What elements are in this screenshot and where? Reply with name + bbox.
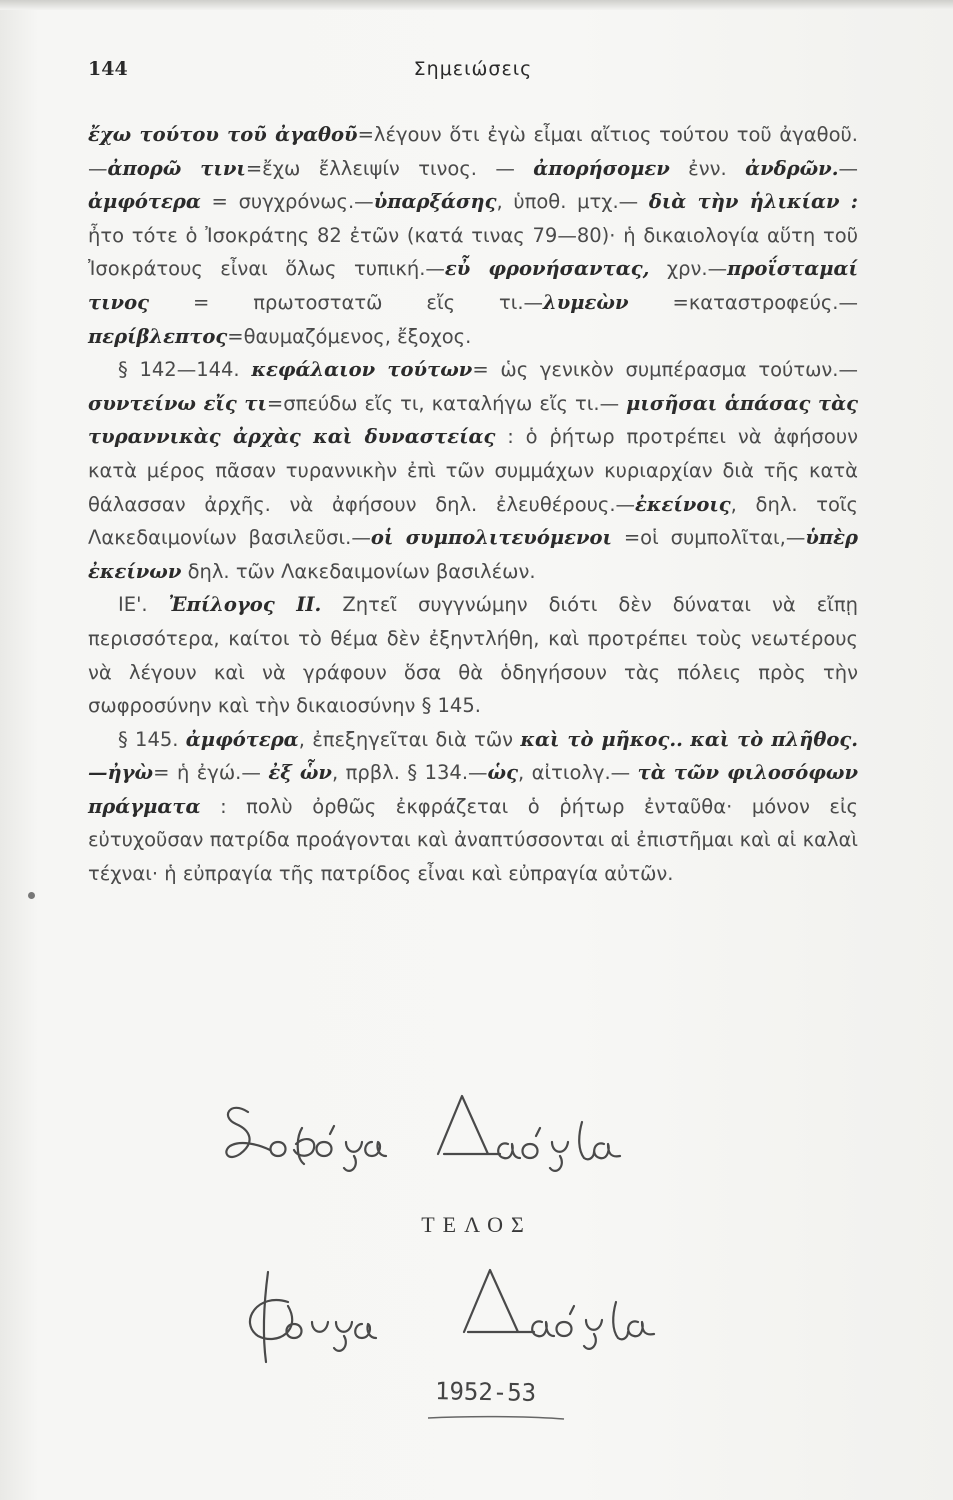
margin-ink-dot <box>28 892 35 899</box>
gloss-text: : πολὺ ὀρθῶς ἐκφράζεται ὁ ῥήτωρ ἐνταῦθα· μόνον εἰς εὐτυχοῦσαν πατρίδα προάγονται καὶ ἀναπτύσσονται αἱ ἐπιστῆμαι καὶ αἱ καλαὶ τέχναι· ἡ εὐπραγία τῆς πατρίδος εἶναι καὶ εὐπραγία αὐτῶν. <box>88 794 858 886</box>
paragraph-142-144 <box>88 353 858 588</box>
lemma-term: ὑπαρξάσης <box>373 190 497 214</box>
lemma-term: ἀπορήσομεν <box>533 156 670 180</box>
handwritten-signature-1 <box>200 1082 680 1182</box>
page-top-edge <box>0 0 953 10</box>
gloss-text: δηλ. τῶν Λακεδαιμονίων βασιλέων. <box>181 559 536 583</box>
end-title: ΤΕΛΟΣ <box>421 1212 532 1237</box>
lemma-term: ἀμφότερα <box>88 190 201 214</box>
gloss-text: = συγχρόνως.— <box>200 190 374 214</box>
paragraph-notes-continued <box>88 118 858 353</box>
lemma-term: ἔχω τούτου τοῦ ἀγαθοῦ <box>88 123 358 146</box>
gloss-text: ἦτο τότε ὁ Ἰσοκράτης 82 ἐτῶν (κατά τινας 79—80)· ἡ δικαιολογία αὕτη τοῦ Ἰσοκράτους εἶναι ὅλως τυπική.— <box>88 223 858 281</box>
lemma-term: μισῆσαι ἁπάσας τὰς τυραννικὰς ἀρχὰς καὶ δυναστείας <box>88 391 858 449</box>
lemma-term: τὰ τῶν φιλοσόφων πράγματα <box>88 761 858 818</box>
gloss-text: § 145. <box>118 727 186 751</box>
lemma-term: περίβλεπτος <box>88 324 228 348</box>
lemma-term: Ἐπίλογος ΙΙ. <box>168 593 322 617</box>
lemma-term: οἱ συμπολιτευόμενοι <box>370 526 612 550</box>
gloss-text: ἐνν. <box>669 156 746 180</box>
gloss-text: — <box>838 156 858 180</box>
gloss-text: , ἐπεξηγεῖται διὰ τῶν <box>298 727 521 751</box>
lemma-term: ὑπὲρ ἐκείνων <box>88 526 858 583</box>
lemma-term: λυμεὼν <box>543 290 629 314</box>
gloss-text: : ὁ ῥήτωρ προτρέπει νὰ ἀφήσουν κατὰ μέρος πᾶσαν τυραννικὴν ἐπὶ τῶν συμμάχων κυριαρχίαν διὰ τῆς κατὰ θάλασσαν ἀρχῆς. νὰ ἀφήσουν δηλ. ἐλευθέρους.— <box>88 425 858 516</box>
lemma-term: καὶ τὸ πλῆθος.—ἠγὼ <box>88 727 858 785</box>
gloss-text: = ὡς γενικὸν συμπέρασμα τούτων.— <box>472 358 858 382</box>
gloss-text: =ἔχω ἔλλειψίν τινος. — <box>245 156 534 180</box>
gloss-text: , πρβλ. § 134.— <box>331 761 488 785</box>
gloss-text: , δηλ. τοῖς Λακεδαιμονίων βασιλεῦσι.— <box>88 492 858 550</box>
lemma-term: προΐσταμαί τινος <box>88 257 858 314</box>
lemma-term: ὡς <box>487 761 518 785</box>
gloss-text: § 142—144. <box>118 358 252 382</box>
lemma-term: κεφάλαιον τούτων <box>251 358 473 382</box>
running-head: Σημειώσεις <box>413 58 533 80</box>
gloss-text: =οἱ συμπολῖται,— <box>611 526 806 550</box>
lemma-term: διὰ τὴν ἡλικίαν : <box>648 190 858 214</box>
notes-body <box>88 118 858 891</box>
lemma-term: ἐξ ὧν <box>268 761 332 785</box>
handwritten-signature-2 <box>228 1262 708 1372</box>
lemma-term: ἀμφότερα <box>185 727 299 751</box>
gloss-text: =θαυμαζόμενος, ἔξοχος. <box>227 324 472 348</box>
paragraph-epilogue <box>88 588 858 722</box>
gloss-text: , αἰτιολγ.— <box>517 761 638 785</box>
page-header <box>88 58 858 88</box>
date-underline <box>426 1408 566 1427</box>
lemma-term: εὖ φρονήσαντας, <box>444 257 650 281</box>
gloss-text: , ὑποθ. μτχ.— <box>496 190 649 214</box>
gloss-text: =λέγουν ὅτι ἐγὼ εἶμαι αἴτιος τούτου τοῦ ἀγαθοῦ.— <box>88 123 859 180</box>
paragraph-145 <box>88 723 858 891</box>
handwritten-date: 1952-53 <box>434 1377 537 1407</box>
gloss-text: =σπεύδω εἴς τι, καταλήγω εἴς τι.— <box>266 391 627 415</box>
lemma-term: συντείνω εἴς τι <box>88 391 267 415</box>
lemma-term: καὶ τὸ μῆκος.. <box>520 727 683 751</box>
gloss-text: = πρωτοστατῶ εἴς τι.— <box>148 290 544 314</box>
gloss-text: χρν.— <box>649 257 728 281</box>
gloss-text: Ζητεῖ συγγνώμην διότι δὲν δύναται νὰ εἴπῃ περισσότερα, καίτοι τὸ θέμα δὲν ἐξηντλήθη, καὶ προτρέπει τοὺς νεωτέρους νὰ λέγουν καὶ νὰ γράφουν ὅσα θὰ ὁδηγήσουν τὰς πόλεις πρὸς τὴν σωφροσύνην καὶ τὴν δικαιοσύνην § 145. <box>88 593 858 718</box>
gloss-text: =καταστροφεύς.— <box>628 290 858 314</box>
gloss-text: = ἡ ἐγώ.— <box>153 761 269 785</box>
gloss-text: ΙΕ'. <box>118 593 169 617</box>
lemma-term: ἀνδρῶν. <box>745 156 839 180</box>
lemma-term: ἐκείνοις <box>635 492 731 516</box>
page-number: 144 <box>88 58 128 80</box>
lemma-term: ἀπορῶ τινι <box>107 156 246 180</box>
